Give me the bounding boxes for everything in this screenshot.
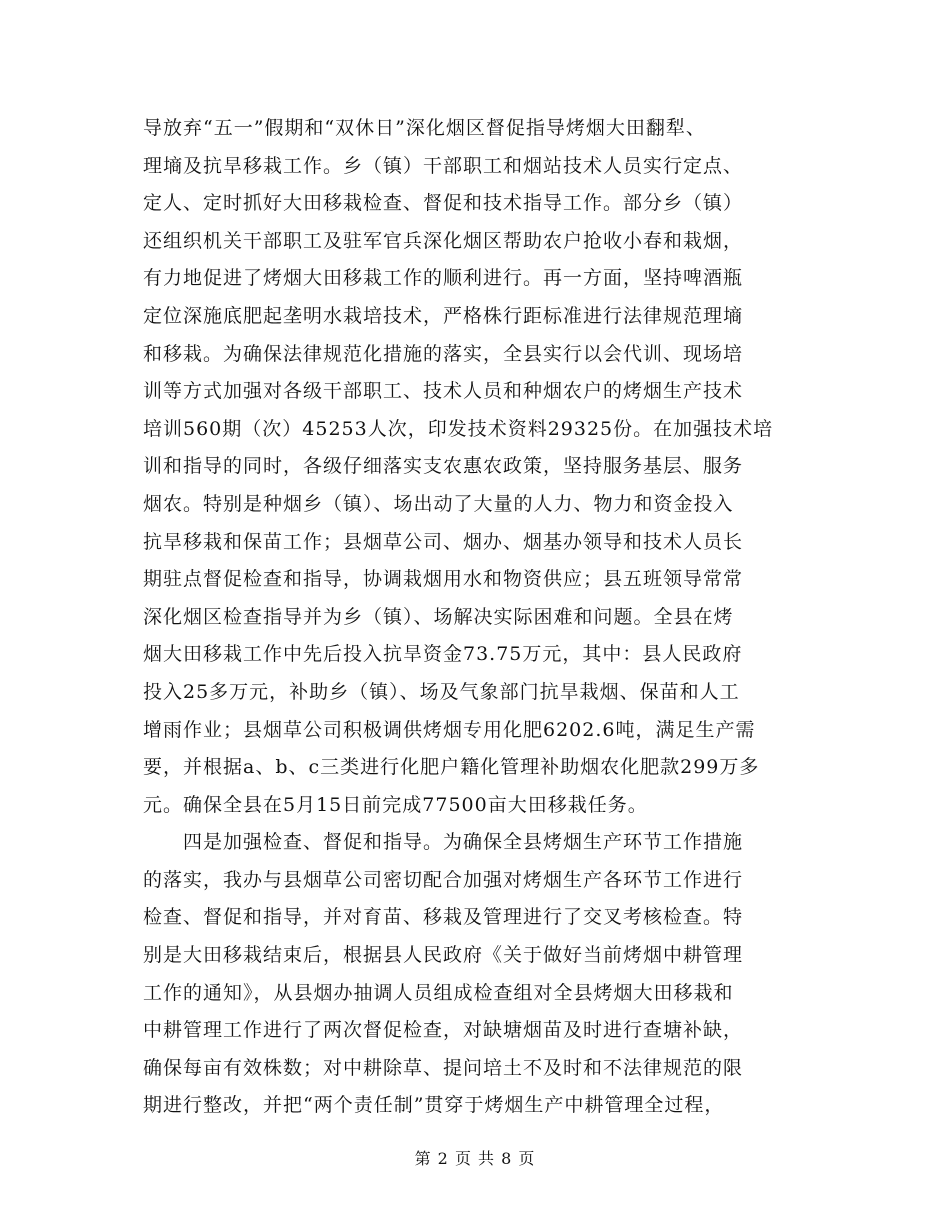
text-line: 有力地促进了烤烟大田移栽工作的顺利进行。再一方面，坚持啤酒瓶: [143, 267, 744, 290]
body-text: [143, 110, 823, 1125]
text-line: 工作的通知》，从县烟办抽调人员组成检查组对全县烤烟大田移栽和: [143, 981, 734, 1004]
text-line: 理墒及抗旱移栽工作。乡（镇）干部职工和烟站技术人员实行定点、: [143, 154, 744, 177]
text-line: 要，并根据a、b、c三类进行化肥户籍化管理补助烟农化肥款299万多: [143, 756, 760, 779]
text-line: 训等方式加强对各级干部职工、技术人员和种烟农户的烤烟生产技术: [143, 380, 744, 403]
text-line: 确保每亩有效株数；对中耕除草、提问培土不及时和不法律规范的限: [143, 1056, 744, 1079]
text-line: 的落实，我办与县烟草公司密切配合加强对烤烟生产各环节工作进行: [143, 868, 744, 891]
text-line: 定位深施底肥起垄明水栽培技术，严格株行距标准进行法律规范理墒: [143, 304, 744, 327]
text-line: 元。确保全县在5月15日前完成77500亩大田移栽任务。: [143, 793, 648, 816]
text-line: 和移栽。为确保法律规范化措施的落实，全县实行以会代训、现场培: [143, 342, 744, 365]
text-line: 培训560期（次）45253人次，印发技术资料29325份。在加强技术培: [143, 417, 774, 440]
page-number-footer: 第 2 页 共 8 页: [414, 1149, 536, 1168]
text-line: 期驻点督促检查和指导，协调栽烟用水和物资供应；县五班领导常常: [143, 568, 744, 591]
text-line: 抗旱移栽和保苗工作；县烟草公司、烟办、烟基办领导和技术人员长: [143, 530, 744, 553]
text-line: 期进行整改，并把“两个责任制”贯穿于烤烟生产中耕管理全过程，: [143, 1094, 725, 1117]
text-line: 烟大田移栽工作中先后投入抗旱资金73.75万元，其中：县人民政府: [143, 643, 743, 666]
text-line: 训和指导的同时，各级仔细落实支农惠农政策，坚持服务基层、服务: [143, 455, 744, 478]
text-line: 增雨作业；县烟草公司积极调供烤烟专用化肥6202.6吨，满足生产需: [143, 718, 756, 741]
text-line: 检查、督促和指导，并对育苗、移栽及管理进行了交叉考核检查。特: [143, 906, 744, 929]
text-line: 定人、定时抓好大田移栽检查、督促和技术指导工作。部分乡（镇）: [143, 192, 744, 215]
text-line: 导放弃“五一”假期和“双休日”深化烟区督促指导烤烟大田翻犁、: [143, 117, 706, 139]
text-line: 烟农。特别是种烟乡（镇）、场出动了大量的人力、物力和资金投入: [143, 492, 734, 515]
text-line: 投入25多万元，补助乡（镇）、场及气象部门抗旱栽烟、保苗和人工: [143, 680, 740, 703]
paragraph-start-line: 四是加强检查、督促和指导。为确保全县烤烟生产环节工作措施: [183, 831, 744, 854]
text-line: 还组织机关干部职工及驻军官兵深化烟区帮助农户抢收小春和栽烟，: [143, 229, 744, 252]
text-line: 中耕管理工作进行了两次督促检查，对缺塘烟苗及时进行查塘补缺，: [143, 1019, 744, 1042]
text-line: 深化烟区检查指导并为乡（镇）、场解决实际困难和问题。全县在烤: [143, 605, 734, 628]
text-line: 别是大田移栽结束后，根据县人民政府《关于做好当前烤烟中耕管理: [143, 944, 744, 967]
